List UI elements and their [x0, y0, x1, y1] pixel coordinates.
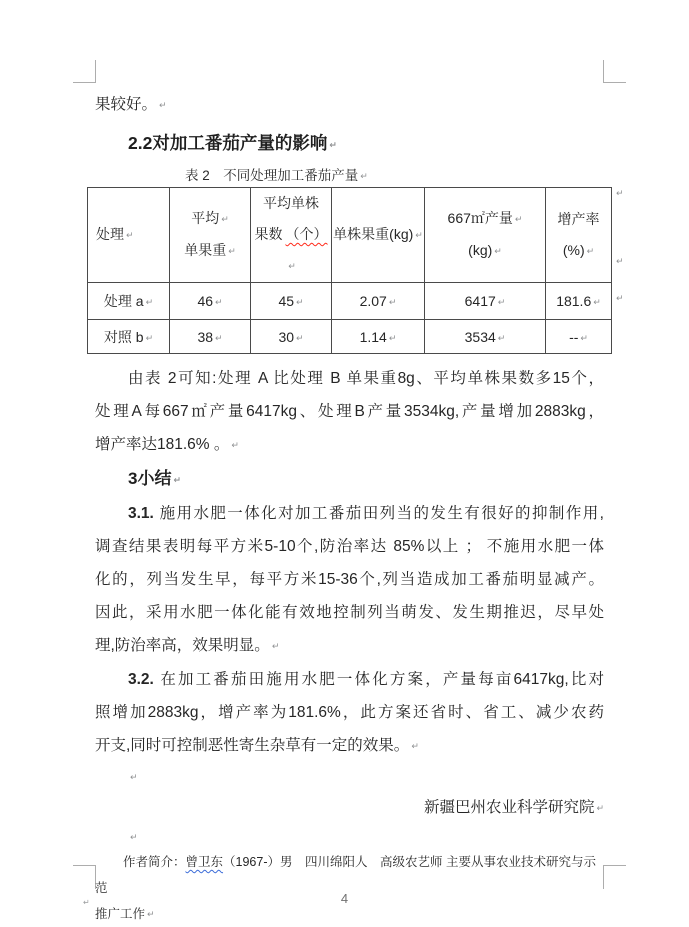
table-row-treatment-a [88, 283, 612, 320]
pilcrow-icon: ↵ [173, 475, 182, 485]
section-heading-2-2-text: 2.2对加工番茄产量的影响 [128, 133, 328, 153]
analysis-line: 处理A每667㎡产量6417kg、处理B产量3534kg,产量增加2883kg， [95, 403, 604, 420]
row-end-pilcrow-icon: ↵ [616, 256, 624, 266]
crop-mark-top-left [73, 60, 96, 83]
summary-1-line: 调查结果表明每平方米5-10个,防治率达 85%以上 ； 不施用水肥一体 [95, 538, 604, 555]
cell-treatment [88, 320, 170, 354]
paragraph-3-1 [95, 497, 604, 663]
summary-1-line: 因此，采用水肥一体化能有效地控制列当萌发、发生期推迟，尽早处 [95, 604, 604, 621]
cell-text: 6417 [464, 293, 496, 309]
pilcrow-icon: ↵ [580, 332, 588, 343]
cell-text: 1.14 [359, 328, 387, 345]
pilcrow-icon: ↵ [130, 832, 138, 842]
cell-yield-per-plant [332, 283, 425, 320]
header-avg-fruit-weight-l1: 平均 [191, 210, 220, 226]
pilcrow-icon: ↵ [497, 297, 506, 307]
cell-avg-fruit-weight [170, 320, 251, 354]
cell-text: 45 [278, 293, 295, 309]
footer-pilcrow-icon: ↵ [83, 898, 90, 907]
header-cell-avg-fruit-weight [170, 188, 251, 283]
table-row-control-b [88, 320, 612, 354]
summary-2-number: 3.2. [128, 671, 154, 688]
table-caption [95, 165, 604, 187]
cell-avg-fruit-weight [170, 283, 251, 320]
paragraph-analysis [95, 362, 604, 462]
summary-1-text: 理,防治率高，效果明显。 [95, 637, 270, 654]
cell-fruits-per-plant [251, 320, 332, 354]
document-body [95, 88, 624, 927]
crop-mark-top-right [603, 60, 626, 83]
paragraph-intro [95, 88, 604, 122]
cell-treatment [88, 283, 170, 320]
header-cell-yield-667 [425, 188, 546, 283]
header-fruits-per-plant-l1: 平均单株 [263, 195, 319, 211]
cell-text: 30 [278, 328, 295, 345]
summary-2-line: 照增加2883kg，增产率为181.6%，此方案还省时、省工、减少农药 [95, 704, 604, 721]
organization-text: 新疆巴州农业科学研究院 [423, 799, 595, 816]
cell-text: 对照 b [103, 328, 144, 345]
cell-text: 3534 [464, 328, 496, 345]
pilcrow-icon: ↵ [215, 297, 223, 307]
pilcrow-icon: ↵ [145, 332, 154, 343]
pilcrow-icon: ↵ [411, 741, 419, 751]
summary-1-line [95, 629, 604, 663]
header-avg-fruit-weight-l2: 单果重 [184, 242, 227, 258]
cell-text: 38 [197, 328, 214, 345]
pilcrow-icon: ↵ [388, 297, 397, 307]
header-yield-per-plant-text: 单株果重(kg) [333, 226, 414, 242]
paragraph-intro-text: 果较好。 [95, 96, 158, 113]
cell-increase-rate [546, 283, 612, 320]
pilcrow-icon: ↵ [288, 261, 296, 271]
page-number: 4 [340, 891, 349, 906]
analysis-line-text: 增产率达181.6% 。 [95, 436, 230, 453]
cell-text: -- [569, 328, 579, 345]
summary-2-text: 开支,同时可控制恶性寄生杂草有一定的效果。 [95, 737, 410, 754]
cell-fruits-per-plant [251, 283, 332, 320]
summary-1-number: 3.1. [128, 505, 154, 522]
pilcrow-icon: ↵ [126, 230, 134, 240]
author-details: （1967-）男 四川绵阳人 高级农艺师 主要从事农业技术研究与示范 [95, 855, 596, 895]
yield-table [87, 187, 612, 354]
row-end-pilcrow-icon: ↵ [616, 188, 624, 198]
pilcrow-icon: ↵ [271, 641, 280, 651]
analysis-line: 由表 2可知:处理 A 比处理 B 单果重8g、平均单株果数多15个， [128, 370, 604, 387]
section-heading-2-2 [95, 126, 604, 162]
crop-mark-bottom-left [73, 865, 96, 889]
pilcrow-icon: ↵ [228, 246, 236, 256]
pilcrow-icon: ↵ [514, 214, 523, 224]
author-label: 作者简介： [123, 855, 186, 869]
cell-yield-667 [425, 283, 546, 320]
author-name: 曾卫东 [185, 855, 224, 869]
section-heading-3-text: 3小结 [128, 469, 172, 488]
summary-2-line [95, 729, 604, 763]
pilcrow-icon: ↵ [296, 332, 304, 343]
header-cell-yield-per-plant [332, 188, 425, 283]
header-yield-667-l2: (kg) [468, 242, 493, 258]
header-increase-l1: 增产率 [557, 210, 600, 227]
pilcrow-icon: ↵ [586, 245, 595, 256]
table-caption-text: 表 2 不同处理加工番茄产量 [185, 168, 359, 183]
cell-text: 181.6 [556, 293, 592, 309]
header-cell-treatment [88, 188, 170, 283]
cell-yield-per-plant [332, 320, 425, 354]
header-treatment-text: 处理 [96, 226, 124, 242]
header-cell-fruits-per-plant [251, 188, 332, 283]
pilcrow-icon: ↵ [221, 214, 229, 224]
cell-text: 处理 a [103, 293, 144, 309]
cell-text: 2.07 [359, 293, 387, 309]
pilcrow-icon: ↵ [415, 230, 423, 240]
header-fruits-per-plant-l2b: （个） [285, 226, 328, 242]
analysis-line [95, 428, 604, 462]
pilcrow-icon: ↵ [360, 171, 368, 181]
section-heading-3 [95, 462, 604, 497]
cell-text: 46 [197, 293, 214, 309]
pilcrow-icon: ↵ [231, 440, 239, 450]
paragraph-3-2 [95, 663, 604, 763]
pilcrow-icon: ↵ [215, 332, 223, 343]
summary-2-text: 在加工番茄田施用水肥一体化方案，产量每亩6417kg,比对 [153, 671, 604, 688]
pilcrow-icon: ↵ [593, 297, 601, 307]
pilcrow-icon: ↵ [596, 803, 604, 813]
author-bio [95, 849, 604, 927]
summary-1-line [95, 497, 604, 530]
header-fruits-per-plant-l2a: 果数 [254, 226, 283, 242]
summary-2-line [95, 663, 604, 696]
header-cell-increase-rate [546, 188, 612, 283]
cell-yield-667 [425, 320, 546, 354]
pilcrow-icon: ↵ [130, 772, 138, 782]
crop-mark-bottom-right [603, 865, 626, 889]
cell-increase-rate [546, 320, 612, 354]
pilcrow-icon: ↵ [497, 332, 506, 343]
summary-1-text: 施用水肥一体化对加工番茄田列当的发生有很好的抑制作用, [153, 505, 604, 522]
pilcrow-icon: ↵ [329, 140, 337, 150]
organization-signature [95, 791, 604, 825]
table-header-row [88, 188, 612, 283]
pilcrow-icon: ↵ [159, 100, 167, 110]
pilcrow-icon: ↵ [296, 297, 304, 307]
pilcrow-icon: ↵ [388, 332, 397, 343]
row-end-pilcrow-icon: ↵ [616, 293, 624, 303]
summary-1-line: 化的，列当发生早，每平方米15-36个,列当造成加工番茄明显减产。 [95, 571, 604, 588]
pilcrow-icon: ↵ [494, 246, 502, 256]
pilcrow-icon: ↵ [147, 909, 155, 919]
empty-paragraph [95, 763, 604, 791]
header-increase-l2: (%) [562, 241, 585, 258]
header-yield-667-l1: 667㎡产量 [447, 210, 513, 226]
pilcrow-icon: ↵ [145, 297, 154, 307]
empty-paragraph [95, 825, 604, 849]
author-details-continued: 推广工作 [95, 907, 146, 921]
